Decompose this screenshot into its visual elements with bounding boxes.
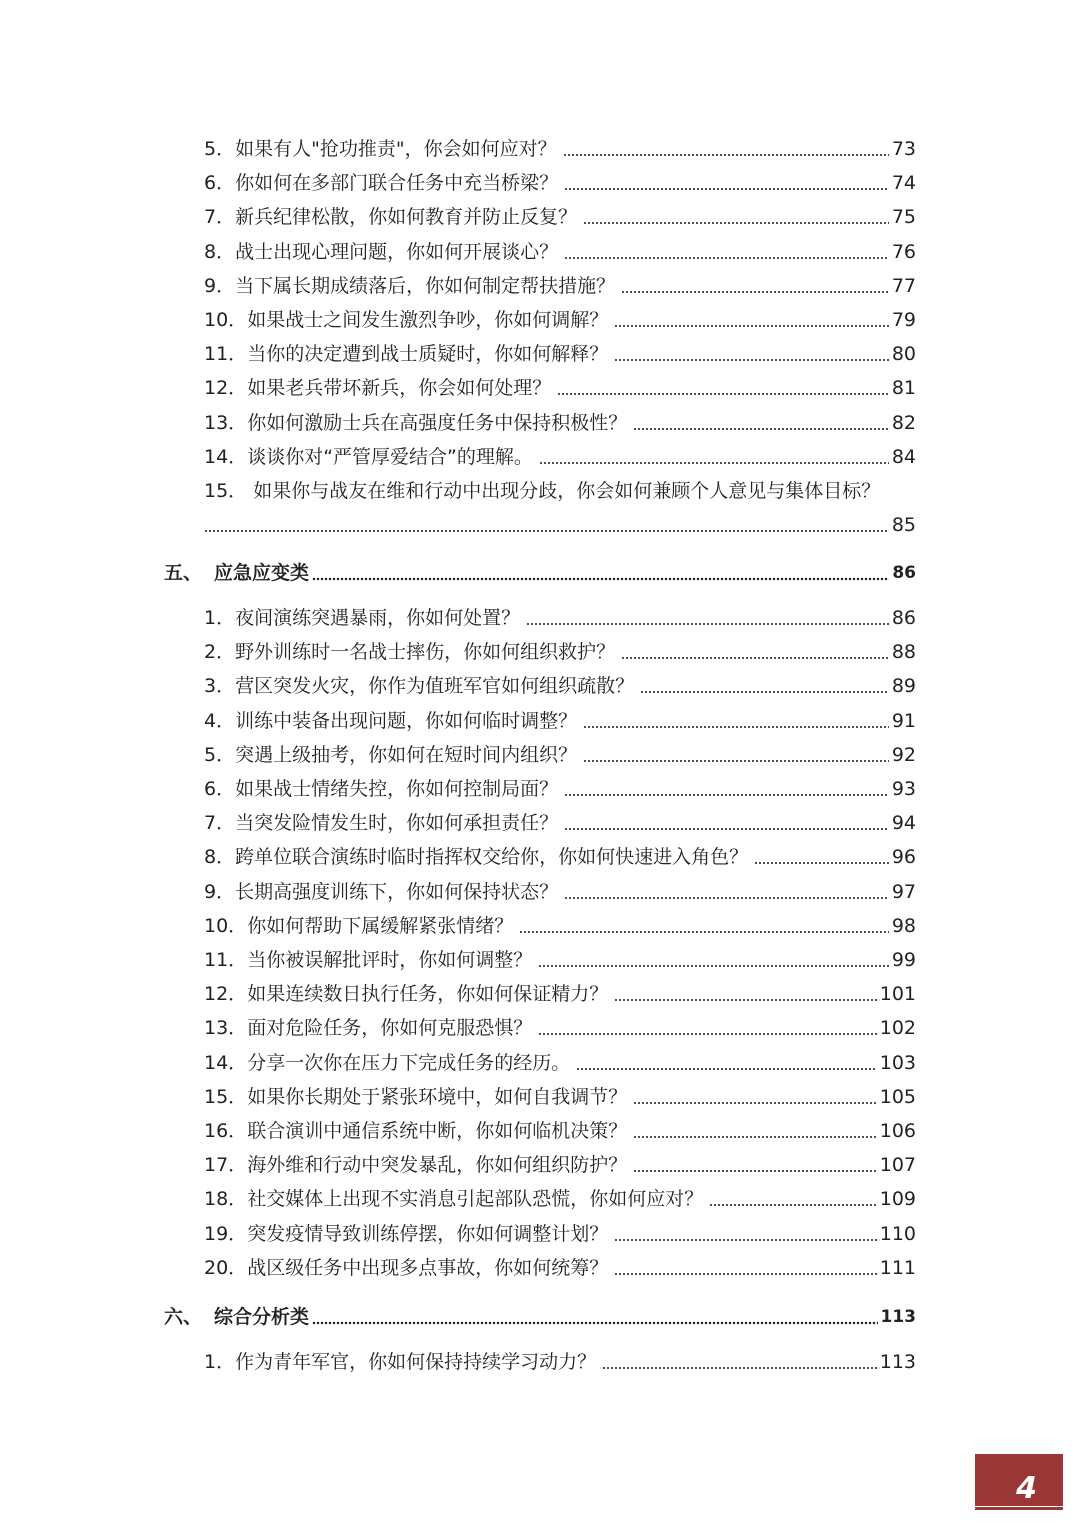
toc-entry-title: 突遇上级抽考，你如何在短时间内组织？ bbox=[235, 743, 578, 766]
toc-entry-number: 18． bbox=[204, 1188, 248, 1211]
toc-entry[interactable] bbox=[204, 1221, 916, 1247]
toc-entry-title: 当你被误解批评时，你如何调整？ bbox=[247, 949, 533, 971]
toc-entry-number: 16． bbox=[204, 1120, 248, 1142]
toc-entry[interactable] bbox=[204, 1084, 916, 1110]
toc-entry-page: 74 bbox=[891, 172, 916, 195]
toc-leader-dots bbox=[564, 187, 889, 191]
toc-leader-dots bbox=[538, 1032, 877, 1036]
toc-section-title: 综合分析类 bbox=[214, 1306, 310, 1328]
toc-entry-title: 营区突发火灾，你作为值班军官如何组织疏散？ bbox=[235, 675, 635, 698]
toc-entry-title: 当下属长期成绩落后，你如何制定帮扶措施？ bbox=[235, 274, 616, 297]
toc-entry-page: 86 bbox=[891, 607, 916, 629]
toc-entry-title: 战区级任务中出现多点事故，你如何统筹？ bbox=[247, 1256, 609, 1279]
toc-entry-page: 75 bbox=[891, 206, 916, 229]
toc-entry-page: 89 bbox=[891, 675, 916, 698]
toc-leader-dots bbox=[633, 427, 889, 431]
toc-entry[interactable] bbox=[204, 879, 916, 905]
toc-entry-number: 5． bbox=[204, 138, 236, 160]
toc-leader-dots bbox=[614, 1272, 877, 1276]
toc-entry-page: 88 bbox=[891, 641, 916, 664]
toc-entry-page: 111 bbox=[879, 1256, 916, 1279]
toc-entry-page: 93 bbox=[891, 778, 916, 800]
toc-entry-number: 13． bbox=[204, 1017, 248, 1040]
toc-entry-number: 10． bbox=[204, 914, 248, 937]
toc-entry[interactable] bbox=[204, 1050, 916, 1076]
toc-entry-number: 10． bbox=[204, 309, 248, 331]
toc-entry-page: 73 bbox=[891, 138, 916, 160]
toc-entry-page: 113 bbox=[879, 1351, 916, 1373]
toc-entry-number: 9． bbox=[204, 880, 236, 903]
toc-leader-dots bbox=[633, 1169, 877, 1173]
toc-entry[interactable] bbox=[204, 170, 916, 196]
toc-entry-title: 你如何激励士兵在高强度任务中保持积极性？ bbox=[247, 411, 628, 434]
toc-section-number: 六、 bbox=[164, 1306, 203, 1328]
toc-entry-title: 分享一次你在压力下完成任务的经历。 bbox=[247, 1051, 571, 1074]
toc-entry-number: 6． bbox=[204, 172, 236, 195]
toc-entry-page: 109 bbox=[879, 1188, 916, 1211]
toc-entry-page: 94 bbox=[891, 812, 916, 835]
toc-entry[interactable] bbox=[204, 947, 916, 973]
toc-leader-dots bbox=[526, 622, 889, 626]
toc-entry-number: 7． bbox=[204, 206, 236, 229]
toc-leader-dots bbox=[539, 461, 889, 465]
page-number: 4 bbox=[1016, 1471, 1037, 1506]
toc-leader-dots bbox=[583, 725, 889, 729]
toc-leader-dots bbox=[557, 392, 889, 396]
toc-leader-dots bbox=[614, 1238, 877, 1242]
toc-entry-title: 联合演训中通信系统中断，你如何临机决策？ bbox=[247, 1120, 628, 1142]
toc-leader-dots bbox=[640, 690, 889, 694]
toc-entry-number: 6． bbox=[204, 778, 236, 800]
toc-entry-title: 如果有人"抢功推责"，你会如何应对？ bbox=[235, 138, 557, 160]
toc-entry[interactable] bbox=[204, 239, 916, 265]
toc-entry-page: 105 bbox=[879, 1085, 916, 1108]
toc-entry-page: 101 bbox=[879, 983, 916, 1006]
toc-entry-number: 19． bbox=[204, 1222, 248, 1245]
toc-entry-title: 谈谈你对“严管厚爱结合”的理解。 bbox=[247, 445, 533, 468]
toc-leader-dots bbox=[614, 324, 889, 328]
toc-entry-title: 当突发险情发生时，你如何承担责任？ bbox=[235, 812, 559, 835]
toc-entry-page: 84 bbox=[891, 445, 916, 468]
toc-leader-dots bbox=[519, 930, 889, 934]
toc-entry-number: 8． bbox=[204, 846, 236, 869]
toc-entry-number: 15． bbox=[204, 1085, 248, 1108]
toc-entry-page: 106 bbox=[879, 1120, 916, 1142]
toc-entry[interactable] bbox=[204, 844, 916, 870]
toc-entry[interactable] bbox=[204, 204, 916, 230]
toc-leader-dots bbox=[564, 256, 889, 260]
toc-entry[interactable] bbox=[204, 605, 916, 631]
toc-leader-dots bbox=[709, 1203, 877, 1207]
toc-leader-dots bbox=[576, 1067, 877, 1071]
toc-section-heading[interactable] bbox=[164, 560, 916, 586]
toc-entry[interactable] bbox=[204, 810, 916, 836]
toc-leader-dots bbox=[633, 1101, 877, 1105]
toc-section-page: 113 bbox=[880, 1307, 916, 1327]
toc-entry-title: 野外训练时一名战士摔伤，你如何组织救护？ bbox=[235, 641, 616, 664]
toc-entry-number: 11． bbox=[204, 949, 248, 971]
toc-entry-page: 103 bbox=[879, 1051, 916, 1074]
toc-entry-title: 如果战士情绪失控，你如何控制局面？ bbox=[235, 778, 559, 800]
toc-entry[interactable] bbox=[204, 136, 916, 162]
toc-section-page: 86 bbox=[892, 563, 916, 583]
toc-entry-page: 77 bbox=[891, 274, 916, 297]
toc-entry-number: 14． bbox=[204, 1051, 248, 1074]
toc-entry[interactable] bbox=[204, 708, 916, 734]
toc-leader-dots bbox=[564, 793, 889, 797]
toc-entry-page: 85 bbox=[891, 514, 916, 536]
toc-entry-number: 12． bbox=[204, 983, 248, 1006]
toc-entry-title: 如果你长期处于紧张环境中，如何自我调节？ bbox=[247, 1085, 628, 1108]
toc-entry[interactable] bbox=[204, 307, 916, 333]
toc-entry-page: 76 bbox=[891, 240, 916, 263]
toc-entry[interactable] bbox=[204, 1118, 916, 1144]
toc-leader-dots bbox=[564, 896, 889, 900]
toc-leader-dots bbox=[583, 759, 889, 763]
toc-leader-dots bbox=[621, 656, 889, 660]
toc-entry-page: 96 bbox=[891, 846, 916, 869]
toc-entry-number: 14． bbox=[204, 445, 248, 468]
toc-entry[interactable] bbox=[204, 639, 916, 665]
toc-entry[interactable] bbox=[204, 1349, 916, 1375]
toc-entry-number: 7． bbox=[204, 812, 236, 835]
toc-entry-number: 3． bbox=[204, 675, 236, 698]
toc-entry[interactable] bbox=[204, 444, 916, 470]
toc-entry-page: 79 bbox=[891, 309, 916, 331]
toc-entry-number: 5． bbox=[204, 743, 236, 766]
toc-entry-page: 80 bbox=[891, 343, 916, 366]
page-number-badge bbox=[975, 1454, 1063, 1506]
toc-entry-title: 新兵纪律松散，你如何教育并防止反复？ bbox=[235, 206, 578, 229]
toc-entry-title: 你如何帮助下属缓解紧张情绪？ bbox=[247, 914, 514, 937]
toc-entry-title: 长期高强度训练下，你如何保持状态？ bbox=[235, 880, 559, 903]
toc-section-title: 应急应变类 bbox=[214, 562, 310, 584]
toc-entry-title: 社交媒体上出现不实消息引起部队恐慌，你如何应对？ bbox=[247, 1188, 704, 1211]
toc-entry[interactable] bbox=[204, 913, 916, 939]
toc-entry-number: 12． bbox=[204, 377, 248, 400]
toc-section-number: 五、 bbox=[164, 562, 203, 584]
toc-entry[interactable] bbox=[204, 410, 916, 436]
toc-entry-page: 81 bbox=[891, 377, 916, 400]
toc-entry-page: 107 bbox=[879, 1154, 916, 1177]
toc-entry-title: 夜间演练突遇暴雨，你如何处置？ bbox=[235, 607, 521, 629]
toc-leader-dots bbox=[312, 1321, 877, 1325]
toc-leader-dots bbox=[564, 827, 889, 831]
toc-entry-number: 15． bbox=[204, 480, 248, 502]
toc-entry[interactable] bbox=[204, 981, 916, 1007]
toc-entry-page: 110 bbox=[879, 1222, 916, 1245]
toc-entry-number: 4． bbox=[204, 709, 236, 732]
toc-leader-dots bbox=[614, 998, 877, 1002]
toc-entry-page: 102 bbox=[879, 1017, 916, 1040]
toc-entry-page: 99 bbox=[891, 949, 916, 971]
toc-entry-title: 如果你与战友在维和行动中出现分歧，你会如何兼顾个人意见与集体目标？ bbox=[253, 480, 881, 502]
toc-entry-title: 面对危险任务，你如何克服恐惧？ bbox=[247, 1017, 533, 1040]
toc-leader-dots bbox=[614, 358, 889, 362]
toc-entry-title: 突发疫情导致训练停摆，你如何调整计划？ bbox=[247, 1222, 609, 1245]
toc-entry-title: 战士出现心理问题，你如何开展谈心？ bbox=[235, 240, 559, 263]
toc-entry[interactable] bbox=[204, 478, 916, 538]
toc-entry[interactable] bbox=[204, 1255, 916, 1281]
toc-entry-number: 20． bbox=[204, 1256, 248, 1279]
toc-entry[interactable] bbox=[204, 673, 916, 699]
toc-entry-number: 8． bbox=[204, 240, 236, 263]
toc-entry[interactable] bbox=[204, 375, 916, 401]
toc-entry-number: 1． bbox=[204, 1351, 236, 1373]
toc-entry-title: 跨单位联合演练时临时指挥权交给你，你如何快速进入角色？ bbox=[235, 846, 749, 869]
toc-entry-title: 当你的决定遭到战士质疑时，你如何解释？ bbox=[247, 343, 609, 366]
toc-leader-dots bbox=[312, 577, 889, 581]
toc-entry-page: 92 bbox=[891, 743, 916, 766]
toc-entry-title: 如果连续数日执行任务，你如何保证精力？ bbox=[247, 983, 609, 1006]
toc-entry-number: 17． bbox=[204, 1154, 248, 1177]
toc-entry[interactable] bbox=[204, 776, 916, 802]
toc-entry[interactable] bbox=[204, 273, 916, 299]
toc-entry[interactable] bbox=[204, 1152, 916, 1178]
toc-entry-number: 11． bbox=[204, 343, 248, 366]
toc-entry-number: 13． bbox=[204, 411, 248, 434]
toc-entry-title: 如果老兵带坏新兵，你会如何处理？ bbox=[247, 377, 552, 400]
toc-entry-page: 97 bbox=[891, 880, 916, 903]
toc-section-heading[interactable] bbox=[164, 1304, 916, 1330]
toc-leader-dots bbox=[563, 153, 889, 157]
toc-entry-page: 98 bbox=[891, 914, 916, 937]
toc-leader-dots bbox=[602, 1366, 877, 1370]
toc-leader-dots bbox=[538, 964, 889, 968]
toc-entry-number: 2． bbox=[204, 641, 236, 664]
toc-leader-dots bbox=[204, 529, 889, 533]
toc-entry-title: 如果战士之间发生激烈争吵，你如何调解？ bbox=[247, 309, 609, 331]
toc-entry[interactable] bbox=[204, 742, 916, 768]
toc-entry-page: 82 bbox=[891, 411, 916, 434]
toc-entry-title: 海外维和行动中突发暴乱，你如何组织防护？ bbox=[247, 1154, 628, 1177]
toc-leader-dots bbox=[633, 1135, 877, 1139]
toc-entry[interactable] bbox=[204, 1186, 916, 1212]
page-badge-underline bbox=[975, 1507, 1063, 1510]
toc-entry-number: 9． bbox=[204, 274, 236, 297]
toc-entry-title: 训练中装备出现问题，你如何临时调整？ bbox=[235, 709, 578, 732]
toc-entry-number: 1． bbox=[204, 607, 236, 629]
toc-leader-dots bbox=[754, 861, 889, 865]
toc-entry-page: 91 bbox=[891, 709, 916, 732]
toc-entry[interactable] bbox=[204, 341, 916, 367]
toc-leader-dots bbox=[621, 290, 889, 294]
toc-entry-title: 你如何在多部门联合任务中充当桥梁？ bbox=[235, 172, 559, 195]
toc-entry-title: 作为青年军官，你如何保持持续学习动力？ bbox=[235, 1351, 597, 1373]
toc-leader-dots bbox=[583, 221, 889, 225]
toc-entry[interactable] bbox=[204, 1015, 916, 1041]
